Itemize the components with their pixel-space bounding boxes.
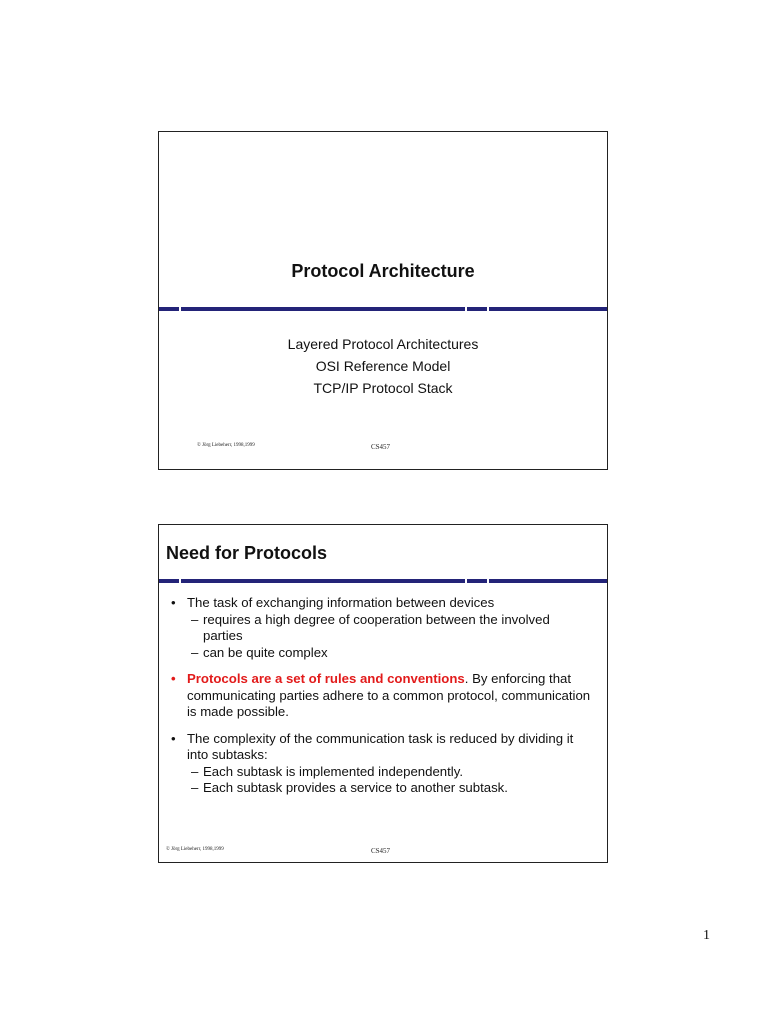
page-number: 1 bbox=[703, 928, 710, 943]
subtitle-line: TCP/IP Protocol Stack bbox=[313, 380, 453, 396]
slide-need-for-protocols bbox=[158, 524, 608, 863]
bullet-item bbox=[171, 731, 593, 764]
bullet-text: The complexity of the communication task is reduced by dividing it into subtasks: bbox=[187, 730, 574, 762]
bullet-text: The task of exchanging information between devices bbox=[187, 595, 495, 610]
bullet-mark: • bbox=[171, 671, 176, 686]
course-footer: CS457 bbox=[371, 847, 391, 855]
slide-heading: Need for Protocols bbox=[166, 543, 328, 563]
bullet-item bbox=[171, 671, 593, 721]
sub-bullet-text: Each subtask provides a service to another subtask. bbox=[203, 780, 508, 795]
bullet-emphasis: Protocols are a set of rules and conventions bbox=[187, 671, 465, 686]
sub-bullet-text: can be quite complex bbox=[203, 644, 328, 660]
slide-title-heading: Protocol Architecture bbox=[291, 261, 475, 281]
bullet-text: . By enforcing that communicating parties adhere to a common protocol, communication is made possible. bbox=[187, 671, 591, 719]
copyright-footer: © Jörg Liebeherr, 1998,1999 bbox=[166, 847, 224, 852]
sub-bullet-item bbox=[171, 645, 593, 662]
bullet-item bbox=[171, 595, 593, 612]
subtitle-line: OSI Reference Model bbox=[315, 358, 451, 374]
sub-bullet-text: requires a high degree of cooperation between the involved parties bbox=[203, 611, 550, 643]
sub-bullet-mark: – bbox=[191, 780, 199, 795]
subtitle-block bbox=[159, 333, 607, 399]
title-divider bbox=[159, 307, 607, 311]
subtitle-line: Layered Protocol Architectures bbox=[287, 336, 479, 352]
sub-bullet-text: Each subtask is implemented independently. bbox=[203, 763, 463, 779]
sub-bullet-mark: – bbox=[191, 611, 199, 627]
slide-title bbox=[158, 131, 608, 470]
sub-bullet-item bbox=[171, 780, 593, 797]
course-footer: CS457 bbox=[371, 443, 391, 451]
sub-bullet-item bbox=[171, 764, 593, 781]
sub-bullet-mark: – bbox=[191, 644, 199, 660]
sub-bullet-mark: – bbox=[191, 763, 199, 779]
copyright-footer: © Jörg Liebeherr, 1998,1999 bbox=[197, 443, 255, 448]
bullet-mark: • bbox=[171, 730, 176, 746]
bullet-mark: • bbox=[171, 595, 176, 610]
sub-bullet-item bbox=[171, 612, 593, 645]
title-divider bbox=[159, 579, 607, 583]
bullet-list bbox=[171, 595, 593, 797]
